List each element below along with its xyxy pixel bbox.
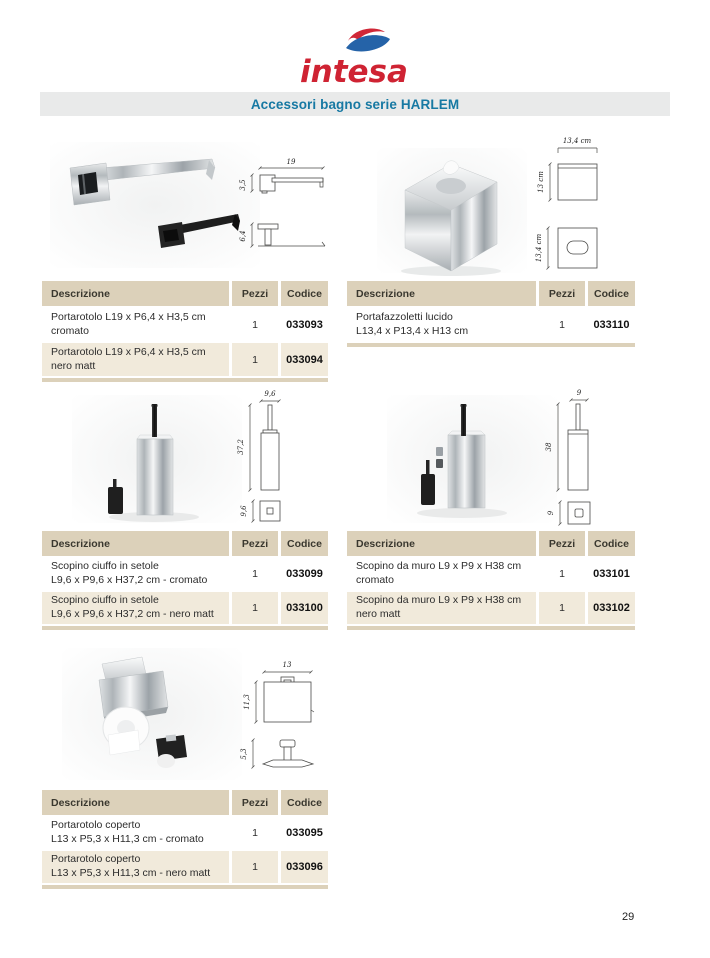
svg-text:9: 9 (576, 389, 582, 397)
product-panel-portafazzoletti (347, 128, 635, 347)
product-panel-portarotolo (42, 128, 328, 382)
description-line: cromato (356, 574, 394, 586)
column-header-codice: Codice (588, 531, 635, 556)
table-footer-strip (42, 378, 328, 382)
description-line: L13 x P5,3 x H11,3 cm - cromato (51, 833, 204, 845)
svg-text:37,2: 37,2 (237, 439, 245, 455)
description-line: nero matt (51, 359, 96, 372)
table-row-pezzi: 1 (232, 558, 278, 590)
column-header-pezzi: Pezzi (539, 281, 585, 306)
table-row-codice: 033101 (588, 558, 635, 590)
product-table (347, 531, 635, 630)
product-photo-drawing (347, 128, 635, 281)
description-line: L13 x P5,3 x H11,3 cm - nero matt (51, 867, 211, 879)
column-header-descrizione: Descrizione (347, 531, 536, 556)
column-header-descrizione: Descrizione (347, 281, 536, 306)
table-row-description (42, 851, 229, 883)
svg-text:13,4 cm: 13,4 cm (562, 137, 592, 145)
table-row-description (42, 343, 229, 376)
description-line: Scopino da muro L9 x P9 x H38 cm (356, 594, 522, 607)
product-photo-drawing (42, 385, 328, 531)
table-row-description (347, 558, 536, 590)
description-line: Scopino ciuffo in setole (51, 560, 159, 573)
description-line: Portarotolo coperto (51, 853, 141, 866)
column-header-codice: Codice (281, 281, 328, 306)
product-photo-drawing (42, 128, 328, 281)
description-line: Portarotolo L19 x P6,4 x H3,5 cm (51, 310, 206, 323)
table-row-codice: 033093 (281, 308, 328, 341)
product-panel-scopino-da-muro (347, 385, 635, 630)
table-row-pezzi: 1 (232, 308, 278, 341)
table-row-description (42, 558, 229, 590)
description-line: Scopino da muro L9 x P9 x H38 cm (356, 560, 522, 573)
logo-wordmark: intesa (300, 54, 408, 88)
technical-drawing (240, 661, 314, 769)
description-line: L9,6 x P9,6 x H37,2 cm - cromato (51, 574, 208, 586)
table-footer-strip (347, 626, 635, 630)
table-row-pezzi: 1 (232, 817, 278, 849)
description-line: Portarotolo L19 x P6,4 x H3,5 cm (51, 345, 206, 358)
product-table (42, 531, 328, 630)
series-banner (40, 92, 670, 116)
description-line: L13,4 x P13,4 x H13 cm (356, 324, 469, 337)
product-figure (42, 385, 328, 531)
column-header-codice: Codice (588, 281, 635, 306)
table-row-pezzi: 1 (232, 343, 278, 376)
product-photo-drawing (42, 640, 328, 790)
table-row-pezzi: 1 (539, 308, 585, 341)
table-row-description (42, 308, 229, 341)
logo-swoosh-icon (346, 29, 390, 52)
table-row-pezzi: 1 (232, 592, 278, 624)
product-panel-portarotolo-coperto (42, 640, 328, 889)
column-header-descrizione: Descrizione (42, 531, 229, 556)
column-header-descrizione: Descrizione (42, 790, 229, 815)
table-footer-strip (42, 885, 328, 889)
table-row-description (42, 592, 229, 624)
table-row-codice: 033100 (281, 592, 328, 624)
product-figure (347, 128, 635, 281)
description-line: L9,6 x P9,6 x H37,2 cm - nero matt (51, 608, 214, 620)
table-row-pezzi: 1 (232, 851, 278, 883)
svg-text:13,4 cm: 13,4 cm (535, 233, 543, 263)
table-row-codice: 033094 (281, 343, 328, 376)
column-header-pezzi: Pezzi (232, 531, 278, 556)
table-row-pezzi: 1 (539, 558, 585, 590)
column-header-pezzi: Pezzi (539, 531, 585, 556)
product-photo-drawing (347, 385, 635, 531)
svg-text:13 cm: 13 cm (537, 171, 545, 193)
table-row-description (347, 592, 536, 624)
product-figure (42, 640, 328, 790)
column-header-codice: Codice (281, 790, 328, 815)
technical-drawing (237, 390, 281, 523)
intesa-logo (290, 24, 422, 88)
table-footer-strip (42, 626, 328, 630)
column-header-pezzi: Pezzi (232, 790, 278, 815)
product-figure (347, 385, 635, 531)
description-line: Portafazzoletti lucido (356, 310, 453, 323)
svg-text:38: 38 (545, 442, 553, 452)
svg-text:3,5: 3,5 (239, 179, 247, 191)
page-number: 29 (622, 911, 635, 923)
svg-text:5,3: 5,3 (240, 748, 248, 760)
technical-drawing (535, 137, 597, 270)
svg-text:9,6: 9,6 (264, 390, 276, 398)
product-table (42, 790, 328, 889)
description-line: nero matt (356, 608, 401, 620)
column-header-pezzi: Pezzi (232, 281, 278, 306)
svg-text:19: 19 (286, 158, 296, 166)
product-figure (42, 128, 328, 281)
svg-text:13: 13 (282, 661, 292, 669)
description-line: Scopino ciuffo in setole (51, 594, 159, 607)
table-row-codice: 033099 (281, 558, 328, 590)
column-header-descrizione: Descrizione (42, 281, 229, 306)
table-row-description (42, 817, 229, 849)
table-row-description (347, 308, 536, 341)
product-panel-scopino-ciuffo (42, 385, 328, 630)
table-row-pezzi: 1 (539, 592, 585, 624)
table-row-codice: 033110 (588, 308, 635, 341)
svg-text:6,4: 6,4 (239, 230, 247, 242)
table-row-codice: 033095 (281, 817, 328, 849)
svg-text:9: 9 (547, 510, 555, 516)
svg-text:9,6: 9,6 (240, 505, 248, 517)
product-table (42, 281, 328, 382)
table-row-codice: 033102 (588, 592, 635, 624)
table-row-codice: 033096 (281, 851, 328, 883)
table-footer-strip (347, 343, 635, 347)
description-line: Portarotolo coperto (51, 819, 141, 832)
column-header-codice: Codice (281, 531, 328, 556)
series-title: Accessori bagno serie HARLEM (250, 96, 460, 112)
product-table (347, 281, 635, 347)
svg-text:11,3: 11,3 (243, 694, 251, 710)
description-line: cromato (51, 324, 89, 337)
